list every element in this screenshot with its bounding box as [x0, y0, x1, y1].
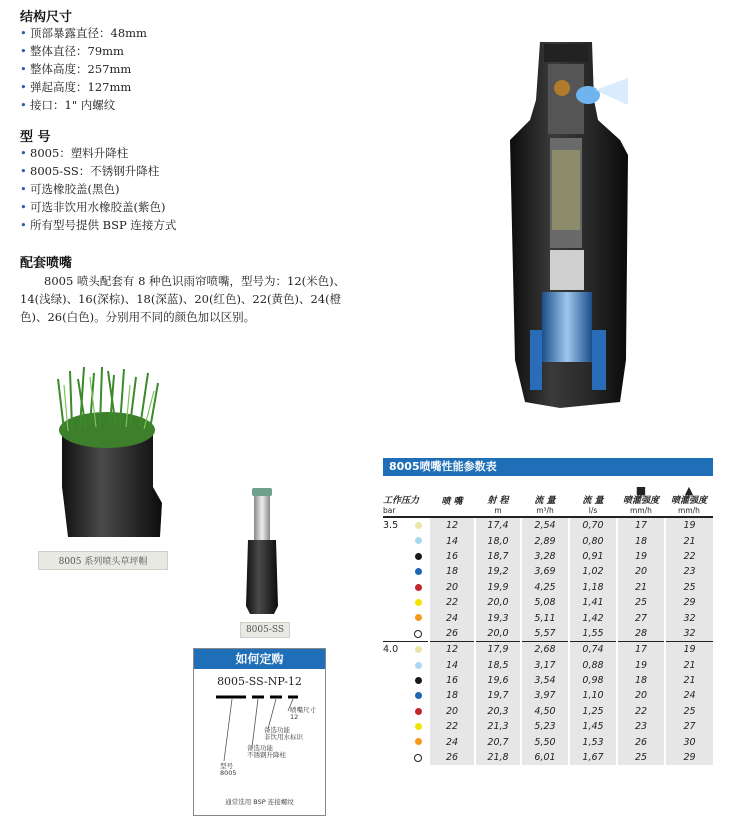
precip-triangle-cell: 27 — [665, 719, 713, 734]
pressure-value: 4.0 — [383, 644, 399, 656]
nozzle-cell: 16 — [429, 673, 475, 688]
precip-triangle-cell: 25 — [665, 580, 713, 595]
precip-square-cell: 19 — [617, 549, 665, 564]
nozzle-cell: 22 — [429, 719, 475, 734]
models-item: • 8005：塑料升降柱 — [18, 144, 176, 162]
precip-square-cell: 23 — [617, 719, 665, 734]
pressure-cell — [383, 517, 429, 533]
nozzle-cell: 20 — [429, 704, 475, 719]
pressure-cell — [383, 704, 429, 719]
pressure-cell — [383, 642, 429, 658]
nozzle-color-dot-icon — [415, 568, 422, 575]
pressure-cell — [383, 533, 429, 548]
turf-cap-caption: 8005 系列喷头草坪帽 — [38, 551, 168, 570]
pressure-cell — [383, 719, 429, 734]
models-item: • 可选非饮用水橡胶盖(紫色) — [18, 198, 176, 216]
precip-triangle-cell: 21 — [665, 658, 713, 673]
nozzle-color-dot-icon — [415, 599, 422, 606]
nozzle-color-dot-icon — [415, 662, 422, 669]
radius-cell: 19,7 — [475, 688, 521, 703]
nozzle-color-dot-icon — [415, 738, 422, 745]
flow-ls-cell: 1,10 — [569, 688, 617, 703]
nozzle-cell: 18 — [429, 688, 475, 703]
radius-cell: 20,0 — [475, 595, 521, 610]
nozzle-color-dot-icon — [414, 630, 422, 638]
pressure-cell — [383, 610, 429, 625]
flow-m3h-cell: 5,57 — [521, 626, 569, 642]
nozzle-cell: 12 — [429, 517, 475, 533]
precip-square-cell: 20 — [617, 688, 665, 703]
col-nozzle: 喷 嘴 — [429, 486, 475, 517]
pressure-cell — [383, 580, 429, 595]
flow-m3h-cell: 5,11 — [521, 610, 569, 625]
flow-ls-cell: 0,74 — [569, 642, 617, 658]
pressure-cell — [383, 564, 429, 579]
models-item: • 可选橡胶盖(黑色) — [18, 180, 176, 198]
flow-m3h-cell: 5,23 — [521, 719, 569, 734]
radius-cell: 17,9 — [475, 642, 521, 658]
table-row — [383, 549, 713, 564]
pressure-cell — [383, 626, 429, 642]
nozzle-cell: 14 — [429, 533, 475, 548]
radius-cell: 21,3 — [475, 719, 521, 734]
precip-square-cell: 25 — [617, 750, 665, 765]
table-row — [383, 564, 713, 579]
triangle-symbol: ▲ — [684, 484, 694, 497]
table-row — [383, 750, 713, 765]
nozzle-color-dot-icon — [415, 584, 422, 591]
how-to-order-box — [193, 648, 326, 816]
spec-item: • 接口：1" 内螺纹 — [18, 96, 147, 114]
precip-square-cell: 17 — [617, 642, 665, 658]
flow-ls-cell: 1,41 — [569, 595, 617, 610]
flow-m3h-cell: 5,50 — [521, 734, 569, 749]
order-code: 8005-SS-NP-12 — [217, 675, 302, 688]
pressure-cell — [383, 595, 429, 610]
precip-triangle-cell: 32 — [665, 610, 713, 625]
nozzle-color-dot-icon — [415, 646, 422, 653]
precip-square-cell: 18 — [617, 673, 665, 688]
flow-m3h-cell: 3,28 — [521, 549, 569, 564]
flow-m3h-cell: 2,54 — [521, 517, 569, 533]
table-row — [383, 642, 713, 658]
precip-square-cell: 25 — [617, 595, 665, 610]
nozzle-cell: 16 — [429, 549, 475, 564]
col-flow-m3h: 流 量 m³/h — [521, 486, 569, 517]
models-title: 型 号 — [20, 130, 51, 145]
nozzle-color-dot-icon — [415, 692, 422, 699]
table-row — [383, 734, 713, 749]
table-row — [383, 673, 713, 688]
precip-triangle-cell: 19 — [665, 642, 713, 658]
turf-cap-image — [50, 365, 165, 543]
table-row — [383, 595, 713, 610]
model-label: 型号 8005 — [220, 762, 237, 777]
precip-triangle-cell: 21 — [665, 673, 713, 688]
flow-m3h-cell: 3,54 — [521, 673, 569, 688]
precip-square-cell: 19 — [617, 658, 665, 673]
flow-ls-cell: 1,02 — [569, 564, 617, 579]
flow-m3h-cell: 4,25 — [521, 580, 569, 595]
ss-model-caption: 8005-SS — [240, 622, 290, 638]
flow-ls-cell: 0,80 — [569, 533, 617, 548]
pressure-cell — [383, 688, 429, 703]
table-row — [383, 688, 713, 703]
spec-list — [18, 24, 147, 114]
spec-item: • 整体直径：79mm — [18, 42, 147, 60]
nozzle-cell: 26 — [429, 626, 475, 642]
flow-ls-cell: 0,70 — [569, 517, 617, 533]
precip-triangle-cell: 19 — [665, 517, 713, 533]
col-precip-triangle: ▲ 喷灌强度 mm/h — [665, 486, 713, 517]
precip-triangle-cell: 22 — [665, 549, 713, 564]
flow-m3h-cell: 6,01 — [521, 750, 569, 765]
models-item: • 8005-SS：不锈钢升降柱 — [18, 162, 176, 180]
option2-label: 备选功能 不锈钢升降柱 — [247, 744, 286, 759]
table-row — [383, 533, 713, 548]
radius-cell: 20,7 — [475, 734, 521, 749]
nozzle-color-dot-icon — [414, 754, 422, 762]
flow-ls-cell: 1,45 — [569, 719, 617, 734]
pressure-value: 3.5 — [383, 520, 399, 532]
nozzle-color-dot-icon — [415, 537, 422, 544]
table-row — [383, 517, 713, 533]
option1-label: 备选功能 非饮用水标识 — [264, 726, 303, 741]
spec-item: • 整体高度：257mm — [18, 60, 147, 78]
flow-m3h-cell: 2,68 — [521, 642, 569, 658]
precip-square-cell: 22 — [617, 704, 665, 719]
order-footer: 通常选用 BSP 连接螺纹 — [225, 798, 294, 806]
spec-item: • 顶部暴露直径：48mm — [18, 24, 147, 42]
precip-triangle-cell: 21 — [665, 533, 713, 548]
radius-cell: 19,9 — [475, 580, 521, 595]
nozzle-color-dot-icon — [415, 553, 422, 560]
nozzles-paragraph: 8005 喷头配套有 8 种色识雨帘喷嘴，型号为：12(米色)、14(浅绿)、16(深棕)、18(深蓝)、20(红色)、22(黄色)、24(橙色)、26(白色)。分别用不同的颜色加以区别。 — [20, 274, 346, 324]
flow-m3h-cell: 3,17 — [521, 658, 569, 673]
flow-ls-cell: 1,18 — [569, 580, 617, 595]
precip-square-cell: 27 — [617, 610, 665, 625]
pressure-cell — [383, 750, 429, 765]
flow-ls-cell: 0,88 — [569, 658, 617, 673]
flow-ls-cell: 1,67 — [569, 750, 617, 765]
order-code-diagram — [194, 691, 325, 771]
precip-triangle-cell: 23 — [665, 564, 713, 579]
nozzle-size-label: 喷嘴尺寸 12 — [290, 706, 316, 721]
precip-triangle-cell: 24 — [665, 688, 713, 703]
table-header-row — [383, 486, 713, 517]
performance-table — [383, 486, 713, 765]
flow-m3h-cell: 3,69 — [521, 564, 569, 579]
nozzle-cell: 20 — [429, 580, 475, 595]
precip-square-cell: 21 — [617, 580, 665, 595]
precip-triangle-cell: 29 — [665, 750, 713, 765]
flow-m3h-cell: 3,97 — [521, 688, 569, 703]
pressure-cell — [383, 734, 429, 749]
table-row — [383, 704, 713, 719]
precip-square-cell: 17 — [617, 517, 665, 533]
radius-cell: 17,4 — [475, 517, 521, 533]
precip-triangle-cell: 30 — [665, 734, 713, 749]
table-row — [383, 610, 713, 625]
radius-cell: 20,0 — [475, 626, 521, 642]
spec-item: • 弹起高度：127mm — [18, 78, 147, 96]
radius-cell: 20,3 — [475, 704, 521, 719]
precip-square-cell: 20 — [617, 564, 665, 579]
flow-ls-cell: 0,98 — [569, 673, 617, 688]
radius-cell: 18,0 — [475, 533, 521, 548]
table-row — [383, 626, 713, 642]
table-row — [383, 580, 713, 595]
how-to-order-title: 如何定购 — [194, 649, 325, 669]
nozzle-cell: 24 — [429, 734, 475, 749]
col-pressure: 工作压力 bar — [383, 486, 429, 517]
radius-cell: 18,5 — [475, 658, 521, 673]
nozzle-color-dot-icon — [415, 723, 422, 730]
flow-ls-cell: 1,42 — [569, 610, 617, 625]
flow-ls-cell: 0,91 — [569, 549, 617, 564]
nozzle-color-dot-icon — [415, 522, 422, 529]
nozzle-cell: 22 — [429, 595, 475, 610]
precip-triangle-cell: 25 — [665, 704, 713, 719]
nozzle-cell: 14 — [429, 658, 475, 673]
nozzle-color-dot-icon — [415, 677, 422, 684]
pressure-cell — [383, 549, 429, 564]
radius-cell: 21,8 — [475, 750, 521, 765]
models-list — [18, 144, 176, 234]
precip-square-cell: 26 — [617, 734, 665, 749]
performance-table-title: 8005喷嘴性能参数表 — [383, 458, 713, 476]
nozzle-cell: 18 — [429, 564, 475, 579]
performance-table-panel — [383, 458, 713, 765]
nozzle-color-dot-icon — [415, 614, 422, 621]
nozzles-title: 配套喷嘴 — [20, 256, 73, 271]
precip-square-cell: 18 — [617, 533, 665, 548]
spec-title: 结构尺寸 — [20, 10, 73, 25]
nozzle-cell: 12 — [429, 642, 475, 658]
col-flow-ls: 流 量 l/s — [569, 486, 617, 517]
pressure-cell — [383, 673, 429, 688]
radius-cell: 19,3 — [475, 610, 521, 625]
square-symbol: ■ — [635, 484, 647, 497]
col-radius: 射 程 m — [475, 486, 521, 517]
radius-cell: 18,7 — [475, 549, 521, 564]
flow-m3h-cell: 2,89 — [521, 533, 569, 548]
nozzle-cell: 24 — [429, 610, 475, 625]
sprinkler-cutaway-image — [470, 30, 630, 415]
table-row — [383, 658, 713, 673]
sprinkler-8005-ss-image — [240, 486, 285, 616]
flow-ls-cell: 1,53 — [569, 734, 617, 749]
precip-triangle-cell: 32 — [665, 626, 713, 642]
radius-cell: 19,6 — [475, 673, 521, 688]
flow-m3h-cell: 5,08 — [521, 595, 569, 610]
models-item: • 所有型号提供 BSP 连接方式 — [18, 216, 176, 234]
nozzle-cell: 26 — [429, 750, 475, 765]
nozzle-color-dot-icon — [415, 708, 422, 715]
radius-cell: 19,2 — [475, 564, 521, 579]
precip-square-cell: 28 — [617, 626, 665, 642]
col-precip-square: ■ 喷灌强度 mm/h — [617, 486, 665, 517]
pressure-cell — [383, 658, 429, 673]
table-row — [383, 719, 713, 734]
flow-m3h-cell: 4,50 — [521, 704, 569, 719]
flow-ls-cell: 1,55 — [569, 626, 617, 642]
flow-ls-cell: 1,25 — [569, 704, 617, 719]
precip-triangle-cell: 29 — [665, 595, 713, 610]
